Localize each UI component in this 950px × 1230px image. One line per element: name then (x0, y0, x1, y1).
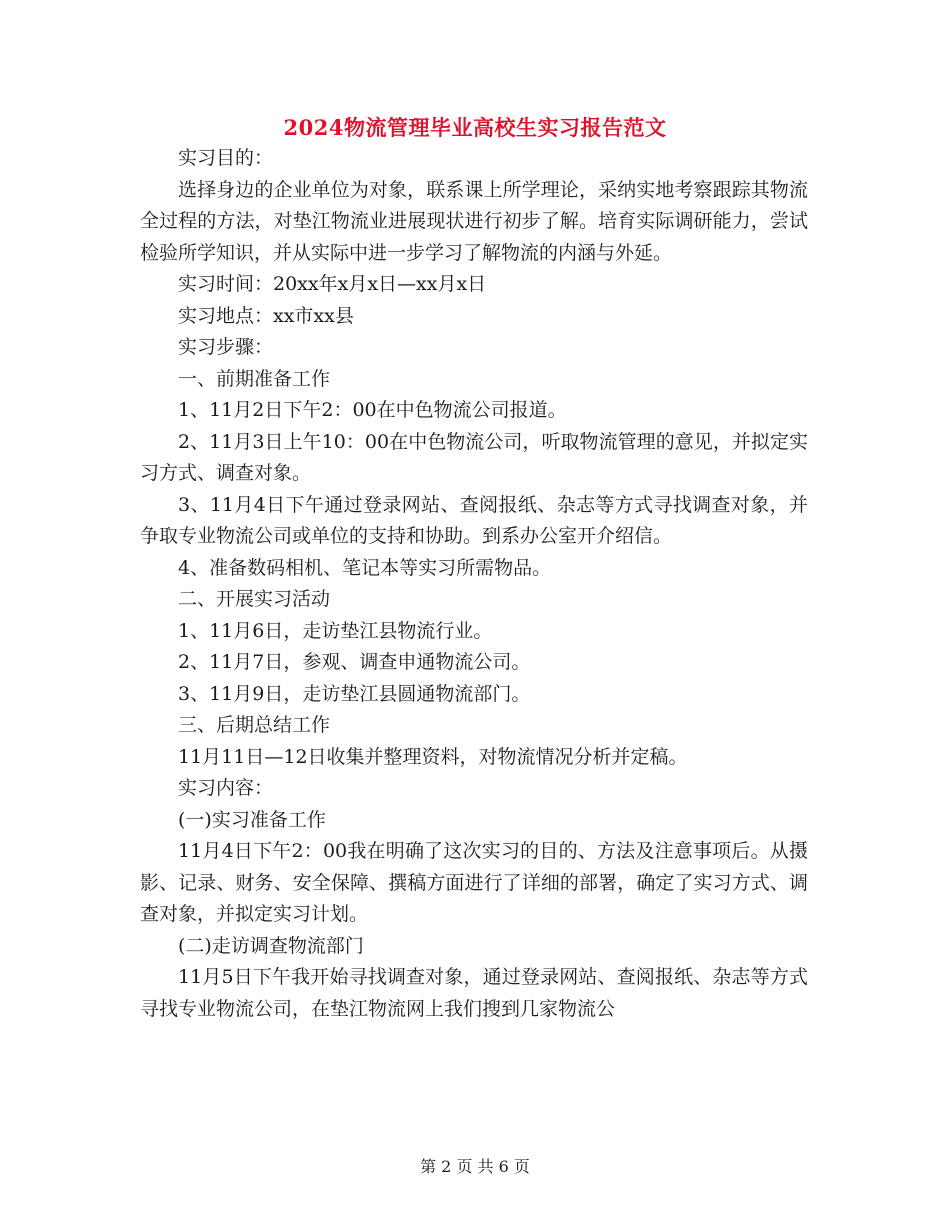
paragraph-activity-2: 2、11月7日，参观、调查申通物流公司。 (178, 651, 531, 673)
paragraph-step-1: 1、11月2日下午2：00在中色物流公司报道。 (178, 399, 567, 421)
paragraph-steps-heading: 实习步骤： (178, 336, 274, 358)
paragraph-summary-work: 11月11日—12日收集并整理资料，对物流情况分析并定稿。 (178, 745, 688, 768)
paragraph-preparation-detail: 11月4日下午2：00我在明确了这次实习的目的、方法及注意事项后。从摄影、记录、财务、安全保障、撰稿方面进行了详细的部署，确定了实习方式、调查对象，并拟定实习计划。 (140, 840, 808, 925)
paragraph-subsection-one-heading: (一)实习准备工作 (178, 808, 326, 831)
paragraph-visit-detail: 11月5日下午我开始寻找调查对象，通过登录网站、查阅报纸、杂志等方式寻找专业物流公司，在垫江物流网上我们搜到几家物流公 (140, 966, 808, 1020)
paragraph-section-two-heading: 二、开展实习活动 (178, 588, 331, 610)
paragraph-section-one-heading: 一、前期准备工作 (178, 367, 331, 390)
document-body (140, 143, 808, 1025)
paragraph-step-2: 2、11月3日上午10：00在中色物流公司，听取物流管理的意见，并拟定实习方式、调查对象。 (140, 430, 808, 484)
paragraph-subsection-two-heading: (二)走访调查物流部门 (178, 934, 364, 957)
paragraph-content-heading: 实习内容： (178, 777, 274, 799)
paragraph-activity-1: 1、11月6日，走访垫江县物流行业。 (178, 619, 493, 642)
paragraph-step-3: 3、11月4日下午通过登录网站、查阅报纸、杂志等方式寻找调查对象，并争取专业物流公司或单位的支持和协助。到系办公室开介绍信。 (140, 493, 808, 547)
paragraph-step-4: 4、准备数码相机、笔记本等实习所需物品。 (178, 556, 552, 579)
paragraph-activity-3: 3、11月9日，走访垫江县圆通物流部门。 (178, 682, 531, 705)
paragraph-internship-location: 实习地点：xx市xx县 (178, 304, 354, 327)
paragraph-internship-time: 实习时间：20xx年x月x日—xx月x日 (178, 273, 487, 295)
paragraph-purpose-heading: 实习目的： (178, 147, 274, 169)
page-footer: 第 2 页 共 6 页 (420, 1157, 530, 1176)
paragraph-section-three-heading: 三、后期总结工作 (178, 714, 331, 736)
paragraph-purpose-text: 选择身边的企业单位为对象，联系课上所学理论，采纳实地考察跟踪其物流全过程的方法，对垫江物流业进展现状进行初步了解。培育实际调研能力，尝试检验所学知识，并从实际中进一步学习了解物流的内涵与外延。 (140, 178, 808, 264)
document-title: 2024物流管理毕业高校生实习报告范文 (283, 115, 667, 140)
